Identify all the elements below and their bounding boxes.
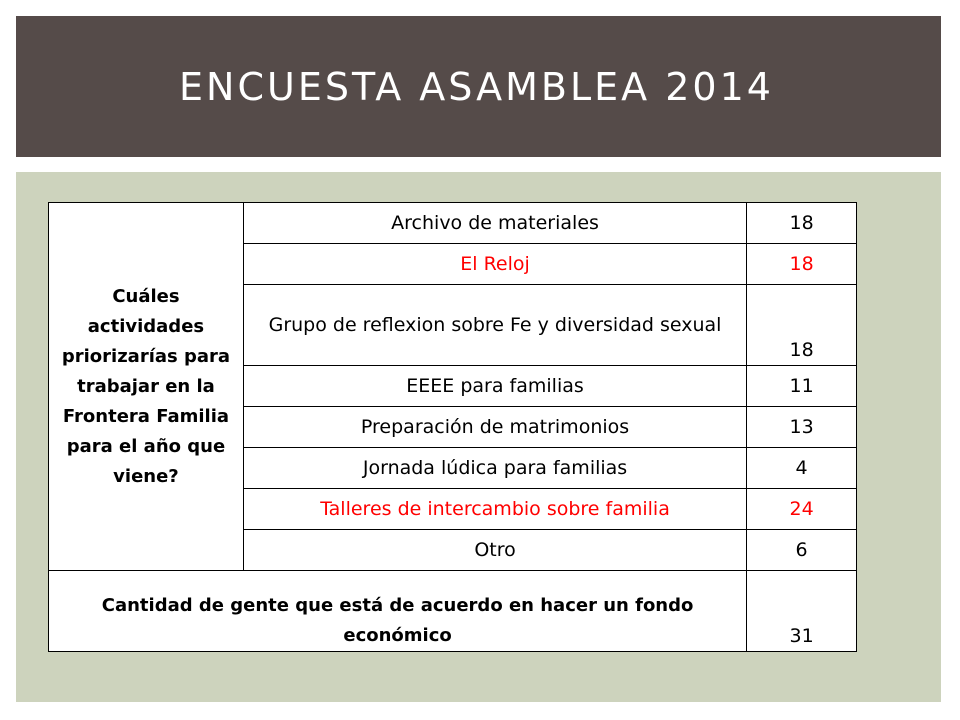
option-cell-highlighted: Talleres de intercambio sobre familia <box>243 489 746 530</box>
slide-title-bar <box>16 16 941 157</box>
count-cell: 11 <box>747 366 857 407</box>
fund-count-cell: 31 <box>747 571 857 652</box>
count-cell: 18 <box>747 285 857 366</box>
option-cell: EEEE para familias <box>243 366 746 407</box>
option-cell: Jornada lúdica para familias <box>243 448 746 489</box>
count-cell: 18 <box>747 203 857 244</box>
count-cell: 6 <box>747 530 857 571</box>
option-cell: Otro <box>243 530 746 571</box>
count-cell-highlighted: 24 <box>747 489 857 530</box>
fund-question-cell: Cantidad de gente que está de acuerdo en hacer un fondo económico <box>49 571 747 652</box>
option-cell-highlighted: El Reloj <box>243 244 746 285</box>
count-cell-highlighted: 18 <box>747 244 857 285</box>
option-cell: Grupo de reflexion sobre Fe y diversidad sexual <box>243 285 746 366</box>
slide-title: ENCUESTA ASAMBLEA 2014 <box>179 64 774 109</box>
survey-table <box>48 202 857 652</box>
table-row <box>49 571 857 652</box>
count-cell: 4 <box>747 448 857 489</box>
survey-question-cell: Cuáles actividades priorizarías para trabajar en la Frontera Familia para el año que viene? <box>49 203 244 571</box>
count-cell: 13 <box>747 407 857 448</box>
option-cell: Archivo de materiales <box>243 203 746 244</box>
slide-content <box>16 172 941 702</box>
table-row <box>49 203 857 244</box>
option-cell: Preparación de matrimonios <box>243 407 746 448</box>
